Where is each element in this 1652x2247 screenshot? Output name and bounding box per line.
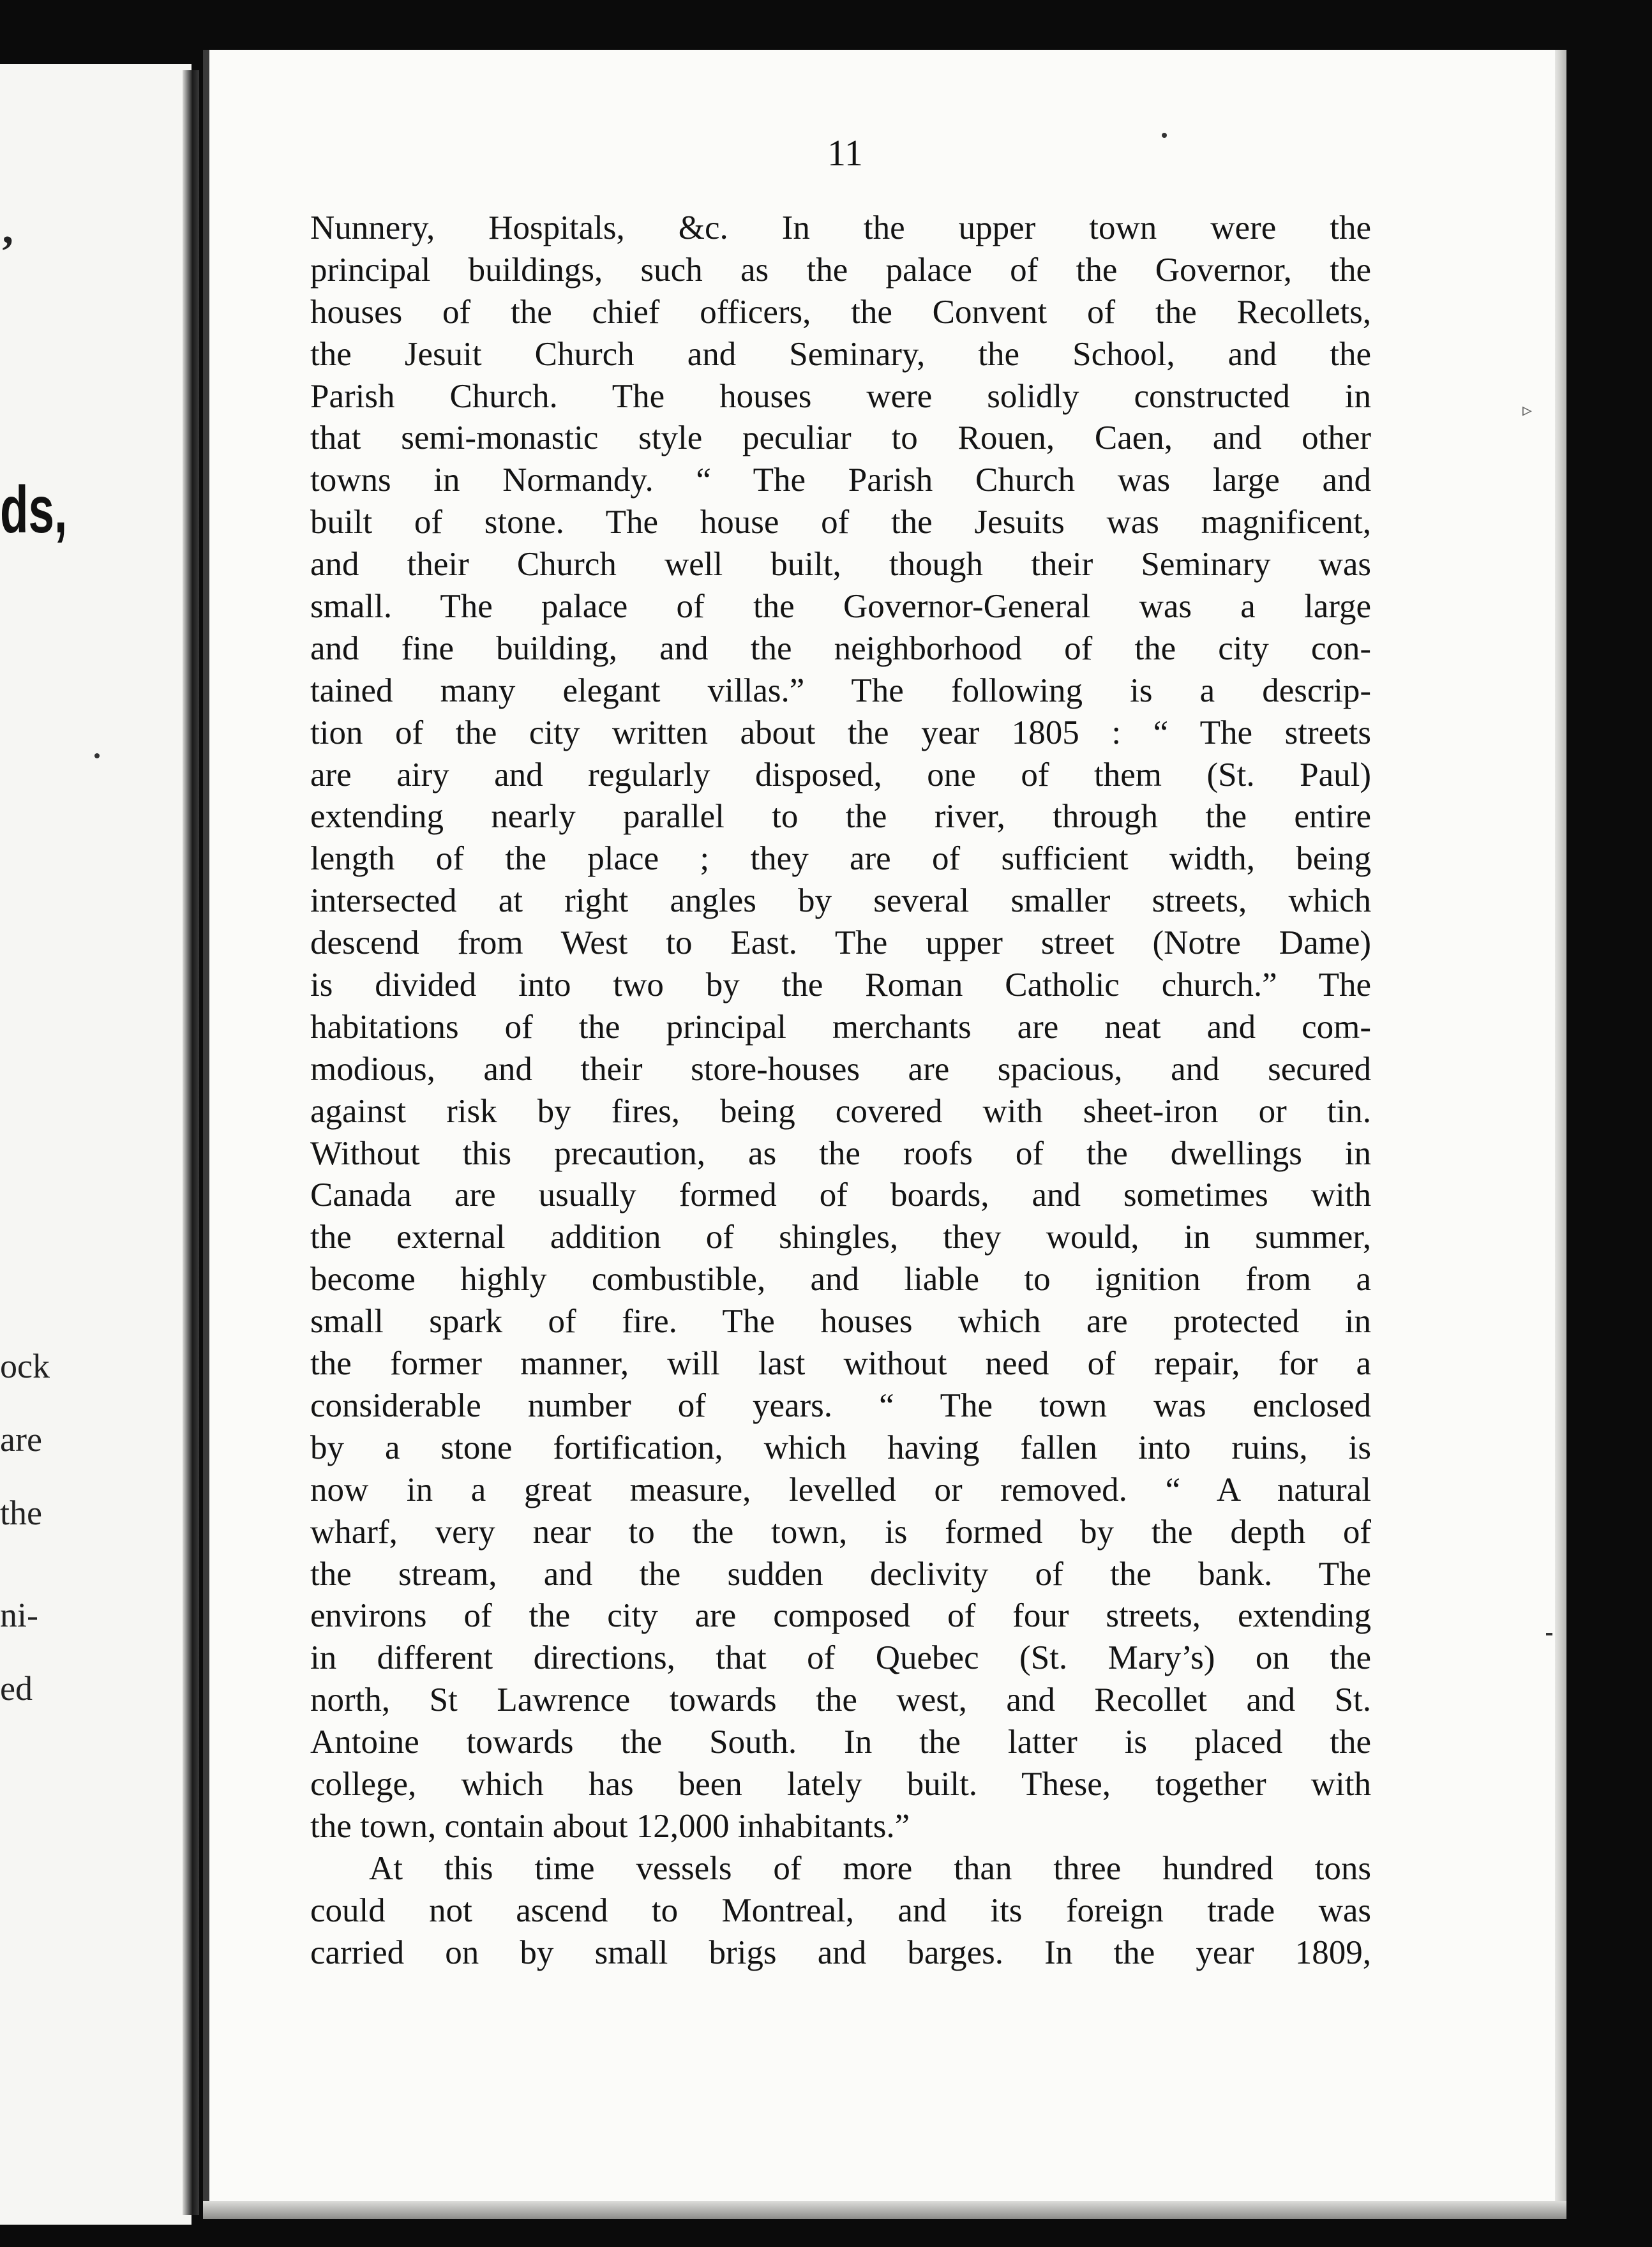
text-line: tion of the city written about the year 1805 : “ The streets [310,714,1371,751]
page-number: 11 [827,132,863,174]
left-facing-page [0,64,191,2225]
text-line: modious, and their store-houses are spacious, and secured [310,1050,1371,1088]
left-page-fragment: ed [0,1669,33,1708]
text-line: could not ascend to Montreal, and its foreign trade was [310,1891,1371,1929]
text-line: college, which has been lately built. These, together with [310,1765,1371,1803]
text-line: length of the place ; they are of sufficient width, being [310,840,1371,878]
text-line: is divided into two by the Roman Catholic church.” The [310,966,1371,1004]
text-line: carried on by small brigs and barges. In the year 1809, [310,1934,1371,1971]
text-line: the stream, and the sudden declivity of the bank. The [310,1555,1371,1593]
body-text [310,207,1371,1974]
text-line: small spark of fire. The houses which are protected in [310,1303,1371,1341]
text-line: considerable number of years. “ The town was enclosed [310,1387,1371,1424]
stray-mark [1162,133,1167,138]
page-right-edge [1555,50,1566,2219]
text-line: against risk by fires, being covered with sheet-iron or tin. [310,1092,1371,1130]
text-line: the Jesuit Church and Seminary, the School, and the [310,335,1371,373]
text-line: Canada are usually formed of boards, and sometimes with [310,1176,1371,1214]
text-line: and their Church well built, though their Seminary was [310,546,1371,583]
text-line: small. The palace of the Governor-General was a large [310,588,1371,626]
text-line: At this time vessels of more than three hundred tons [369,1849,1371,1887]
text-line: by a stone fortification, which having fallen into ruins, is [310,1429,1371,1466]
left-page-quote-mark: ’ [0,227,15,276]
left-page-speck [94,753,100,758]
text-line: Without this precaution, as the roofs of the dwellings in [310,1134,1371,1172]
left-page-fragment: ock [0,1347,50,1385]
text-line: descend from West to East. The upper street (Notre Dame) [310,924,1371,962]
text-line: principal buildings, such as the palace of the Governor, the [310,251,1371,289]
text-line: the former manner, will last without need of repair, for a [310,1345,1371,1383]
text-line: tained many elegant villas.” The following is a descrip- [310,672,1371,709]
text-line: extending nearly parallel to the river, through the entire [310,798,1371,836]
left-page-fragment: ni- [0,1596,38,1634]
text-line: and fine building, and the neighborhood of the city con- [310,629,1371,667]
text-line: north, St Lawrence towards the west, and Recollet and St. [310,1681,1371,1719]
text-line: towns in Normandy. “ The Parish Church was large and [310,462,1371,499]
left-page-fragment: the [0,1494,42,1532]
text-line: Nunnery, Hospitals, &c. In the upper town were the [310,209,1371,246]
text-line: are airy and regularly disposed, one of them (St. Paul) [310,756,1371,793]
text-line: the external addition of shingles, they would, in summer, [310,1219,1371,1256]
text-line: Antoine towards the South. In the latter is placed the [310,1724,1371,1761]
text-line: intersected at right angles by several smaller streets, which [310,882,1371,920]
text-line: in different directions, that of Quebec (St. Mary’s) on the [310,1639,1371,1677]
book-gutter [183,70,199,2215]
stray-mark [1546,1633,1552,1635]
left-page-fragment: are [0,1420,42,1459]
text-line: houses of the chief officers, the Convent of the Recollets, [310,293,1371,331]
text-line: environs of the city are composed of four streets, extending [310,1597,1371,1635]
text-line: become highly combustible, and liable to ignition from a [310,1261,1371,1298]
text-line: habitations of the principal merchants are neat and com- [310,1008,1371,1046]
text-line: now in a great measure, levelled or removed. “ A natural [310,1471,1371,1508]
text-line: wharf, very near to the town, is formed by the depth of [310,1513,1371,1551]
left-page-heading-fragment: ds, [0,473,68,547]
text-line: the town, contain about 12,000 inhabitants.” [310,1807,910,1845]
text-line: built of stone. The house of the Jesuits was magnificent, [310,504,1371,541]
text-line: that semi-monastic style peculiar to Rouen, Caen, and other [310,419,1371,457]
text-line: Parish Church. The houses were solidly constructed in [310,377,1371,415]
stray-mark: ▹ [1522,400,1533,421]
page-bottom-edge [203,2201,1566,2219]
